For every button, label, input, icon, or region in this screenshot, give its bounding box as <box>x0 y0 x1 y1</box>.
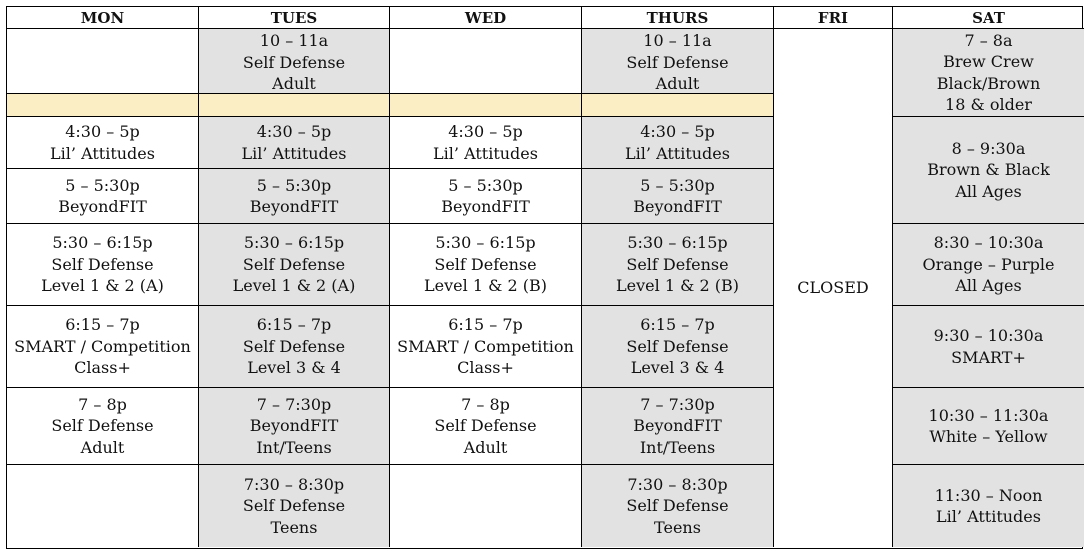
class-line: BeyondFIT <box>633 197 722 216</box>
mon-class-slot <box>7 169 199 224</box>
class-line: Self Defense <box>242 254 346 274</box>
class-line: 10 – 11a <box>643 31 712 50</box>
tues-class-slot <box>199 169 390 224</box>
class-line: 5 – 5:30p <box>448 175 523 195</box>
class-line: Level 1 & 2 (A) <box>41 276 164 296</box>
class-line: 6:15 – 7p <box>256 315 332 335</box>
day-header-mon: MON <box>7 7 199 29</box>
class-line: 7 – 8p <box>461 394 510 414</box>
wed-class-slot <box>390 465 582 547</box>
class-line: 6:15 – 7p <box>640 315 715 335</box>
thurs-divider-bar <box>582 94 774 117</box>
class-line: Self Defense <box>242 496 346 516</box>
sat-class-slot <box>893 224 1084 306</box>
wed-divider-bar <box>390 94 582 117</box>
class-line: Self Defense <box>626 496 729 516</box>
thurs-class-slot <box>582 388 774 465</box>
class-line: 4:30 – 5p <box>256 122 332 141</box>
class-line: Class+ <box>457 358 514 378</box>
class-line: 18 & older <box>945 95 1032 114</box>
class-line: Level 3 & 4 <box>630 358 725 378</box>
mon-class-slot <box>7 117 199 169</box>
class-line: 9:30 – 10:30a <box>933 326 1044 345</box>
class-line: Black/Brown <box>936 73 1041 93</box>
class-line: 6:15 – 7p <box>448 315 523 335</box>
thurs-class-slot <box>582 29 774 94</box>
class-line: 7:30 – 8:30p <box>243 474 345 494</box>
class-line: 7 – 7:30p <box>256 394 332 414</box>
class-line: Self Defense <box>434 254 537 274</box>
class-line: Self Defense <box>51 254 154 274</box>
wed-class-slot <box>390 117 582 169</box>
class-schedule-table <box>6 6 1083 549</box>
class-line: All Ages <box>955 276 1022 296</box>
day-header-sat: SAT <box>893 7 1084 29</box>
class-line: Brew Crew <box>943 52 1034 71</box>
mon-divider-bar <box>7 94 199 117</box>
class-line: Level 3 & 4 <box>247 358 341 378</box>
class-line: 5 – 5:30p <box>65 175 140 195</box>
class-line: BeyondFIT <box>633 416 722 436</box>
class-line: Self Defense <box>626 336 729 356</box>
thurs-class-slot <box>582 117 774 169</box>
class-line: Self Defense <box>434 416 537 436</box>
class-line: SMART / Competition <box>14 336 191 356</box>
day-header-thurs: THURS <box>582 7 774 29</box>
class-line: 5 – 5:30p <box>640 175 715 195</box>
tues-divider-bar <box>199 94 390 117</box>
sat-class-slot <box>893 29 1084 117</box>
class-line: Self Defense <box>626 254 729 274</box>
class-line: Class+ <box>74 358 131 378</box>
class-line: 11:30 – Noon <box>934 485 1043 505</box>
class-line: Self Defense <box>242 336 346 356</box>
mon-class-slot <box>7 29 199 94</box>
class-line: 7 – 8p <box>78 394 127 414</box>
class-line: Level 1 & 2 (A) <box>232 276 356 296</box>
wed-class-slot <box>390 306 582 388</box>
class-line: Brown & Black <box>927 160 1050 180</box>
class-line: Lil’ Attitudes <box>241 143 347 163</box>
class-line: Orange – Purple <box>922 254 1055 274</box>
class-line: Adult <box>80 437 125 457</box>
class-line: 6:15 – 7p <box>65 315 140 335</box>
class-line: Level 1 & 2 (B) <box>424 276 547 296</box>
day-header-fri: FRI <box>774 7 893 29</box>
class-line: Self Defense <box>51 416 154 436</box>
tues-class-slot <box>199 224 390 306</box>
thurs-class-slot <box>582 465 774 547</box>
mon-class-slot <box>7 224 199 306</box>
wed-class-slot <box>390 224 582 306</box>
thurs-class-slot <box>582 169 774 224</box>
class-line: Lil’ Attitudes <box>625 143 730 163</box>
class-line: 4:30 – 5p <box>640 122 715 141</box>
class-line: Lil’ Attitudes <box>433 143 538 163</box>
tues-class-slot <box>199 388 390 465</box>
class-line: Self Defense <box>626 52 729 72</box>
class-line: BeyondFIT <box>441 197 530 216</box>
class-line: 8:30 – 10:30a <box>933 233 1044 253</box>
tues-class-slot <box>199 306 390 388</box>
day-header-wed: WED <box>390 7 582 29</box>
class-line: Level 1 & 2 (B) <box>616 276 739 296</box>
class-line: 5:30 – 6:15p <box>627 233 728 253</box>
class-line: 7 – 7:30p <box>640 394 715 414</box>
class-line: 10:30 – 11:30a <box>928 405 1049 425</box>
class-line: Adult <box>272 74 316 93</box>
class-line: BeyondFIT <box>58 197 147 216</box>
class-line: Int/Teens <box>256 437 332 457</box>
sat-class-slot <box>893 388 1084 465</box>
class-line: Lil’ Attitudes <box>50 143 155 163</box>
class-line: BeyondFIT <box>249 416 339 436</box>
mon-class-slot <box>7 465 199 547</box>
class-line: Adult <box>655 74 700 93</box>
tues-class-slot <box>199 29 390 94</box>
class-line: Teens <box>654 517 701 537</box>
day-header-tues: TUES <box>199 7 390 29</box>
wed-class-slot <box>390 388 582 465</box>
class-line: 5 – 5:30p <box>256 175 332 195</box>
sat-class-slot <box>893 465 1084 547</box>
mon-class-slot <box>7 306 199 388</box>
class-line: All Ages <box>955 181 1022 201</box>
class-line: Lil’ Attitudes <box>936 507 1041 526</box>
class-line: Int/Teens <box>639 437 716 457</box>
mon-class-slot <box>7 388 199 465</box>
class-line: 4:30 – 5p <box>448 122 523 141</box>
class-line: Teens <box>270 517 318 537</box>
tues-class-slot <box>199 117 390 169</box>
class-line: 5:30 – 6:15p <box>243 233 345 253</box>
thurs-class-slot <box>582 224 774 306</box>
class-line: 5:30 – 6:15p <box>52 233 153 253</box>
wed-class-slot <box>390 29 582 94</box>
sat-class-slot <box>893 117 1084 224</box>
class-line: 4:30 – 5p <box>65 122 140 141</box>
class-line: 8 – 9:30a <box>951 138 1026 158</box>
thurs-class-slot <box>582 306 774 388</box>
class-line: 5:30 – 6:15p <box>435 233 536 253</box>
class-line: 7 – 8a <box>964 30 1013 50</box>
class-line: Adult <box>463 437 508 457</box>
wed-class-slot <box>390 169 582 224</box>
tues-class-slot <box>199 465 390 547</box>
class-line: Self Defense <box>242 52 346 72</box>
class-line: SMART / Competition <box>397 336 574 356</box>
class-line: BeyondFIT <box>249 197 339 216</box>
class-line: 10 – 11a <box>259 31 329 50</box>
class-line: SMART+ <box>951 347 1026 367</box>
sat-class-slot <box>893 306 1084 388</box>
class-line: 7:30 – 8:30p <box>627 474 728 494</box>
fri-closed-cell: CLOSED <box>774 29 893 547</box>
class-line: White – Yellow <box>929 427 1048 446</box>
